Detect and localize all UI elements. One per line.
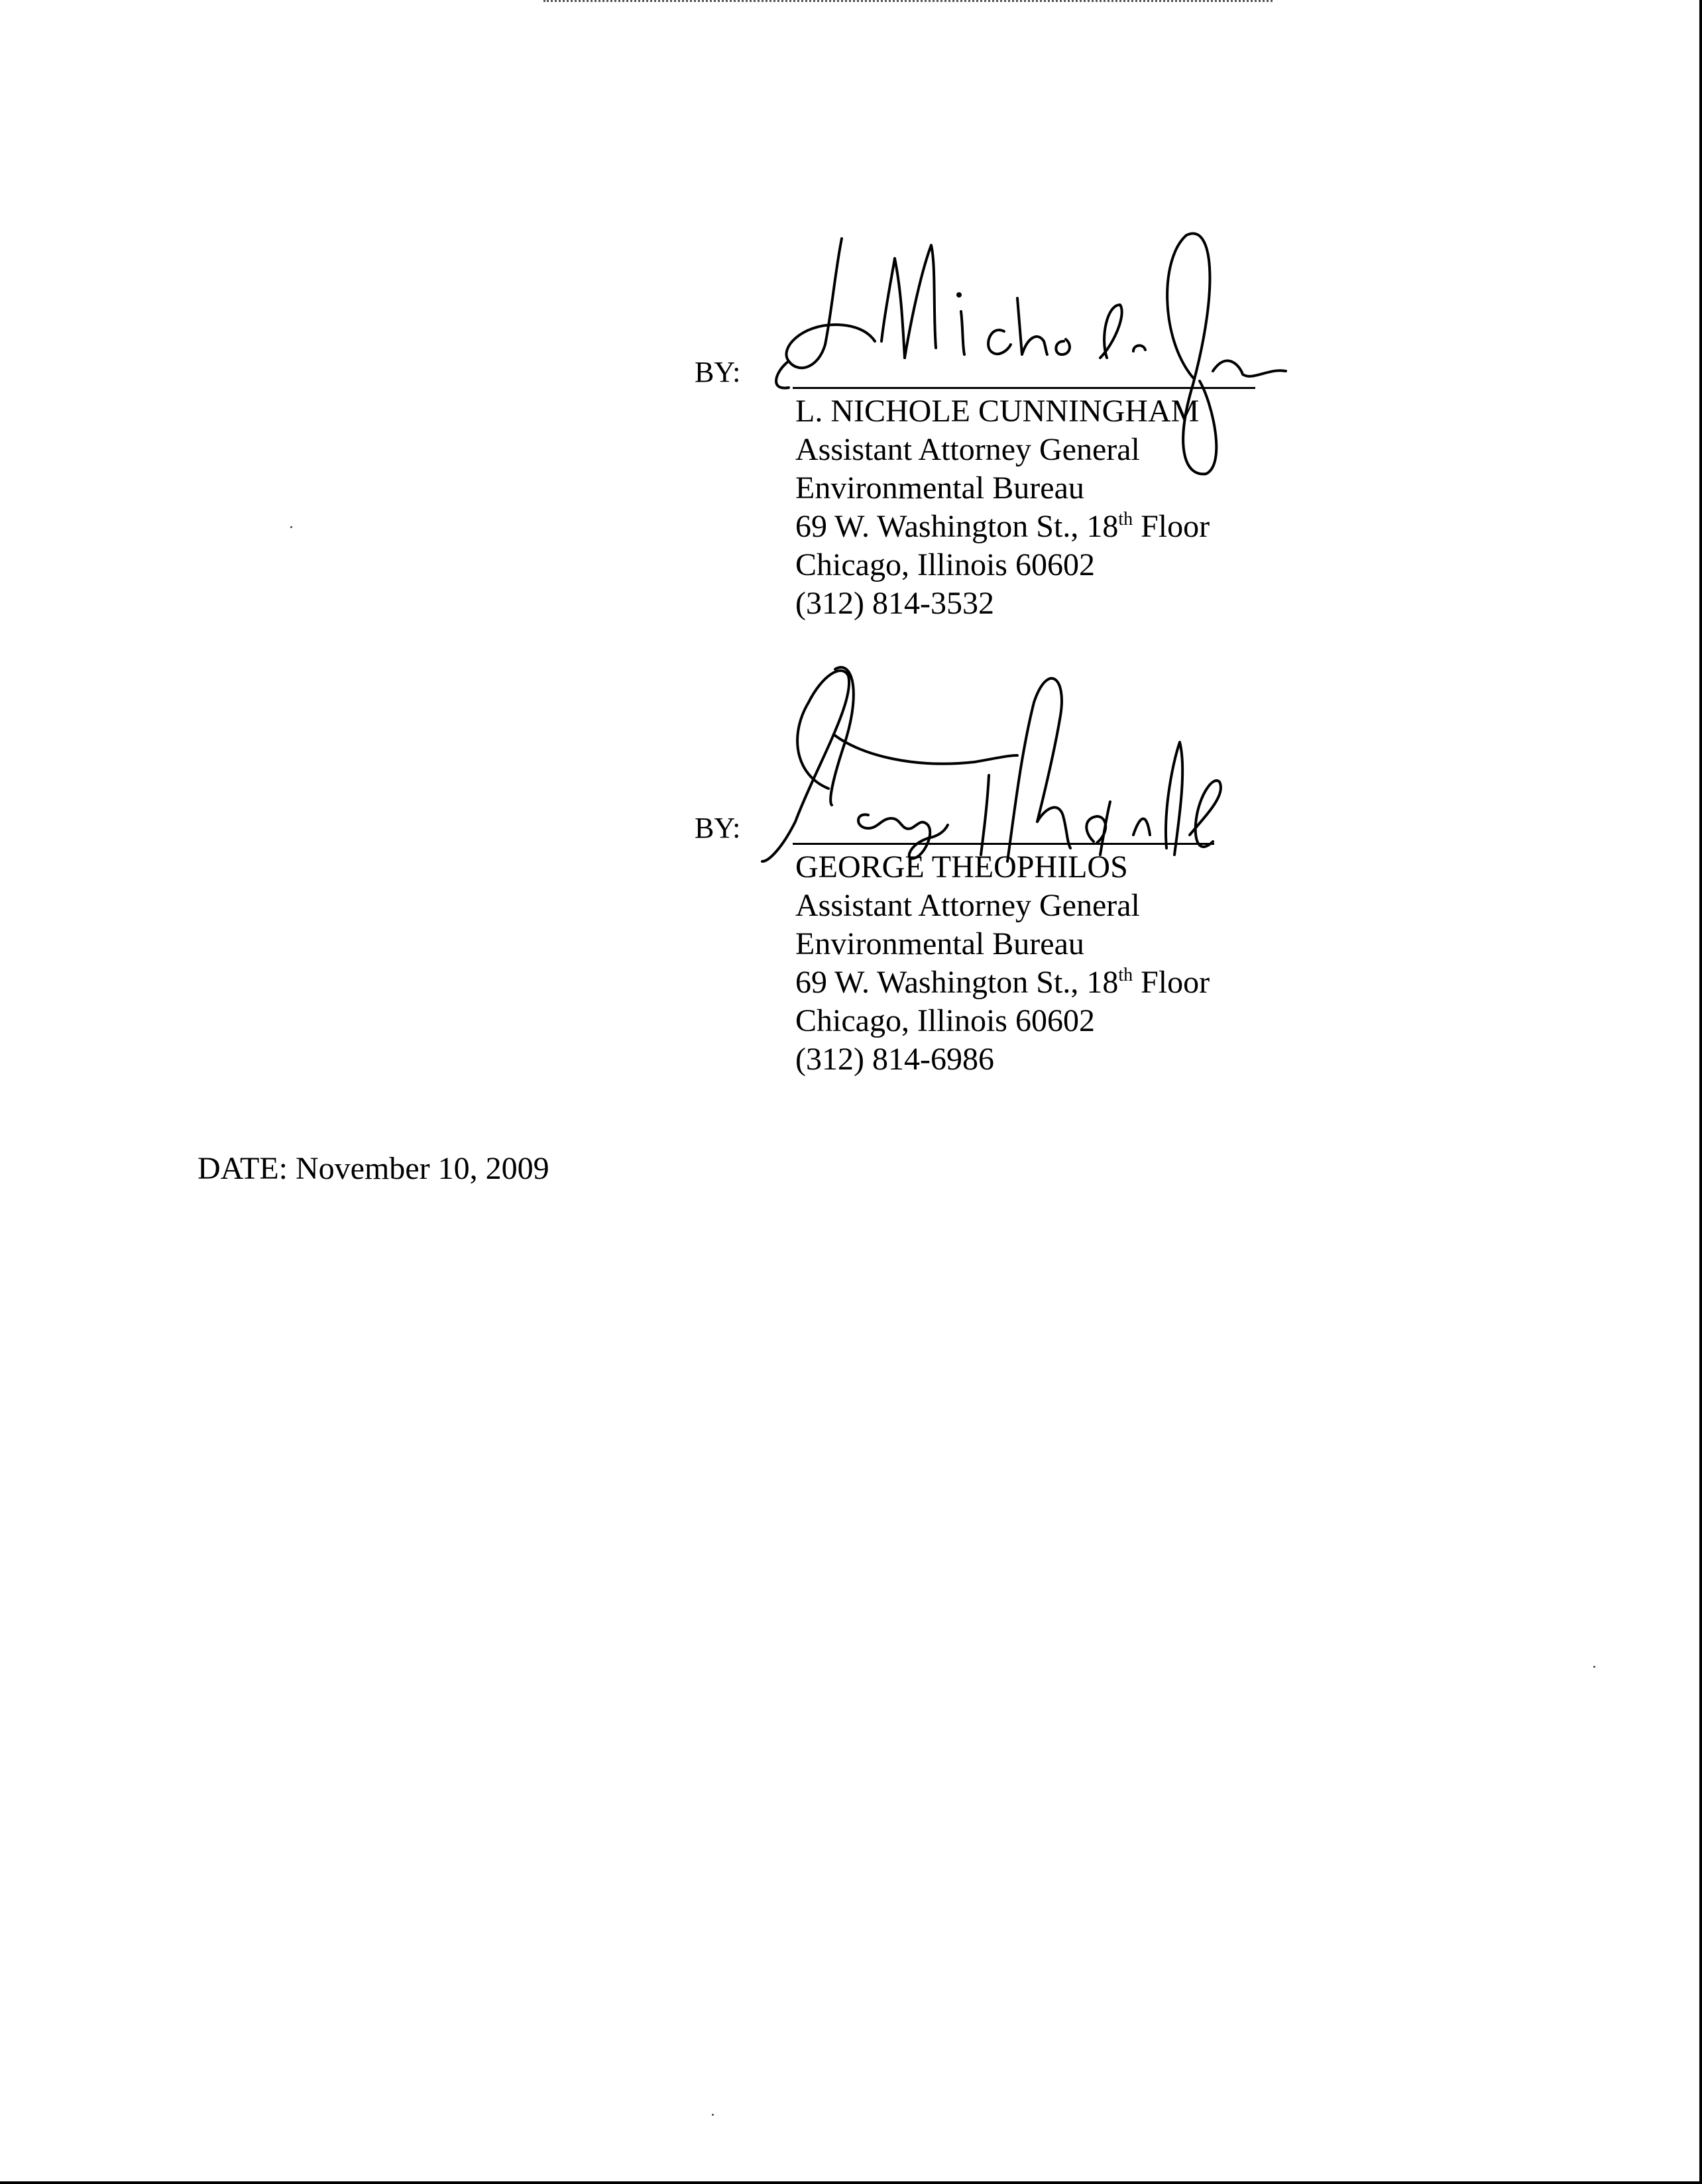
- signer-phone: (312) 814-3532: [795, 586, 994, 621]
- date-line: DATE: November 10, 2009: [198, 1151, 549, 1186]
- signature-line-2: [793, 843, 1214, 845]
- signature-line-1: [793, 387, 1255, 389]
- address-ordinal: th: [1118, 965, 1133, 985]
- signer-city: Chicago, Illinois 60602: [795, 1003, 1095, 1038]
- signer-name: GEORGE THEOPHILOS: [795, 849, 1128, 885]
- scan-speck: [290, 526, 292, 528]
- signer-address: [795, 963, 1210, 1002]
- address-street: 69 W. Washington St., 18: [795, 965, 1119, 1000]
- signer-bureau: Environmental Bureau: [795, 926, 1084, 961]
- scan-speck: [712, 2114, 714, 2116]
- signer-block-2: [795, 848, 1210, 1079]
- signer-block-1: [795, 392, 1210, 623]
- signer-city: Chicago, Illinois 60602: [795, 547, 1095, 582]
- signer-bureau: Environmental Bureau: [795, 470, 1084, 506]
- address-ordinal: th: [1118, 509, 1133, 529]
- scan-top-edge: [543, 0, 1273, 4]
- signer-name: L. NICHOLE CUNNINGHAM: [795, 394, 1200, 429]
- address-floor: Floor: [1133, 509, 1210, 544]
- scan-speck: [1593, 1666, 1595, 1668]
- signer-address: [795, 508, 1210, 546]
- address-floor: Floor: [1133, 965, 1210, 1000]
- by-label-2: BY:: [695, 812, 741, 844]
- signer-title: Assistant Attorney General: [795, 432, 1140, 467]
- signer-title: Assistant Attorney General: [795, 888, 1140, 923]
- by-label-1: BY:: [695, 356, 741, 388]
- address-street: 69 W. Washington St., 18: [795, 509, 1119, 544]
- signer-phone: (312) 814-6986: [795, 1042, 994, 1077]
